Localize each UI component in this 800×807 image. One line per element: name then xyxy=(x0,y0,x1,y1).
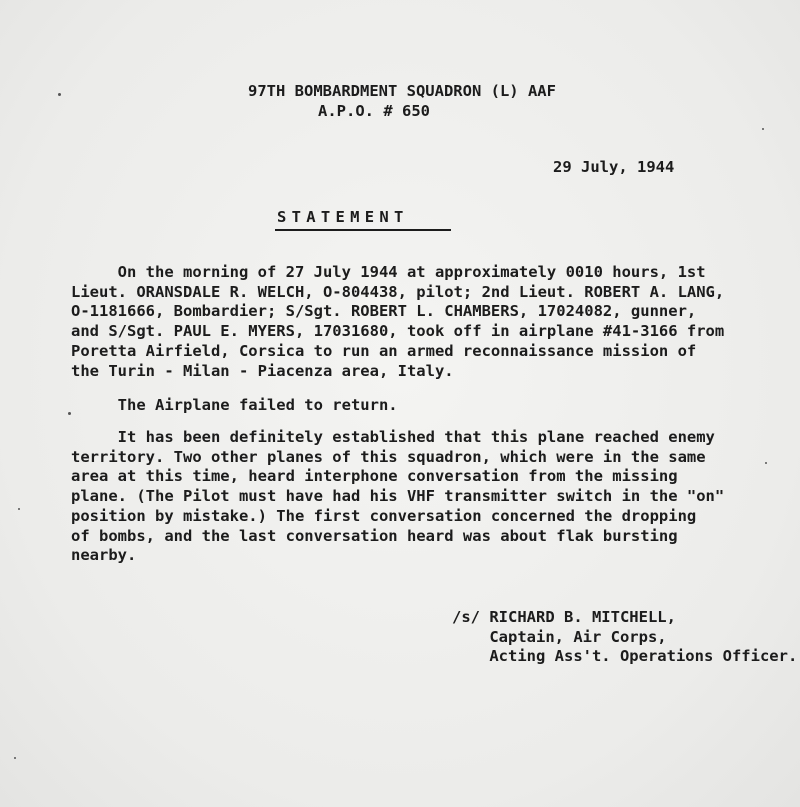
paragraph-line: The Airplane failed to return. xyxy=(71,396,398,414)
paragraph-line: On the morning of 27 July 1944 at approximately 0010 hours, 1st xyxy=(71,263,706,281)
paper-speck xyxy=(762,128,764,130)
signature-name: /s/ RICHARD B. MITCHELL, xyxy=(452,608,676,626)
paper-speck xyxy=(14,757,16,759)
paragraph-line: It has been definitely established that this plane reached enemy xyxy=(71,428,715,446)
paragraph-findings xyxy=(71,428,724,566)
paper-speck xyxy=(18,508,20,510)
signature-title: Acting Ass't. Operations Officer. xyxy=(452,647,798,666)
paragraph-mission xyxy=(71,263,724,381)
signature-block xyxy=(452,608,797,667)
document-title: STATEMENT xyxy=(277,208,409,226)
paragraph-line: nearby. xyxy=(71,546,137,565)
title-underline xyxy=(275,229,451,231)
paragraph-line: plane. (The Pilot must have had his VHF transmitter switch in the "on" xyxy=(71,487,725,506)
apo-number: A.P.O. # 650 xyxy=(318,102,430,120)
paragraph-line: and S/Sgt. PAUL E. MYERS, 17031680, took off in airplane #41-3166 from xyxy=(71,322,725,341)
paper-speck xyxy=(58,93,61,96)
paragraph-line: of bombs, and the last conversation heard was about flak bursting xyxy=(71,526,678,545)
signature-rank: Captain, Air Corps, xyxy=(452,627,667,646)
paragraph-line: area at this time, heard interphone conversation from the missing xyxy=(71,467,678,486)
paper-speck xyxy=(765,462,767,464)
paragraph-failed-return xyxy=(71,396,398,416)
squadron-header: 97TH BOMBARDMENT SQUADRON (L) AAF xyxy=(248,82,556,100)
document-date: 29 July, 1944 xyxy=(553,158,675,176)
paragraph-line: position by mistake.) The first conversation concerned the dropping xyxy=(71,506,697,525)
paper-speck xyxy=(68,412,71,415)
paragraph-line: Lieut. ORANSDALE R. WELCH, O-804438, pilot; 2nd Lieut. ROBERT A. LANG, xyxy=(71,282,725,301)
paragraph-line: territory. Two other planes of this squadron, which were in the same xyxy=(71,447,706,466)
paragraph-line: the Turin - Milan - Piacenza area, Italy. xyxy=(71,361,454,380)
paragraph-line: Poretta Airfield, Corsica to run an armed reconnaissance mission of xyxy=(71,341,697,360)
paragraph-line: O-1181666, Bombardier; S/Sgt. ROBERT L. CHAMBERS, 17024082, gunner, xyxy=(71,302,697,321)
